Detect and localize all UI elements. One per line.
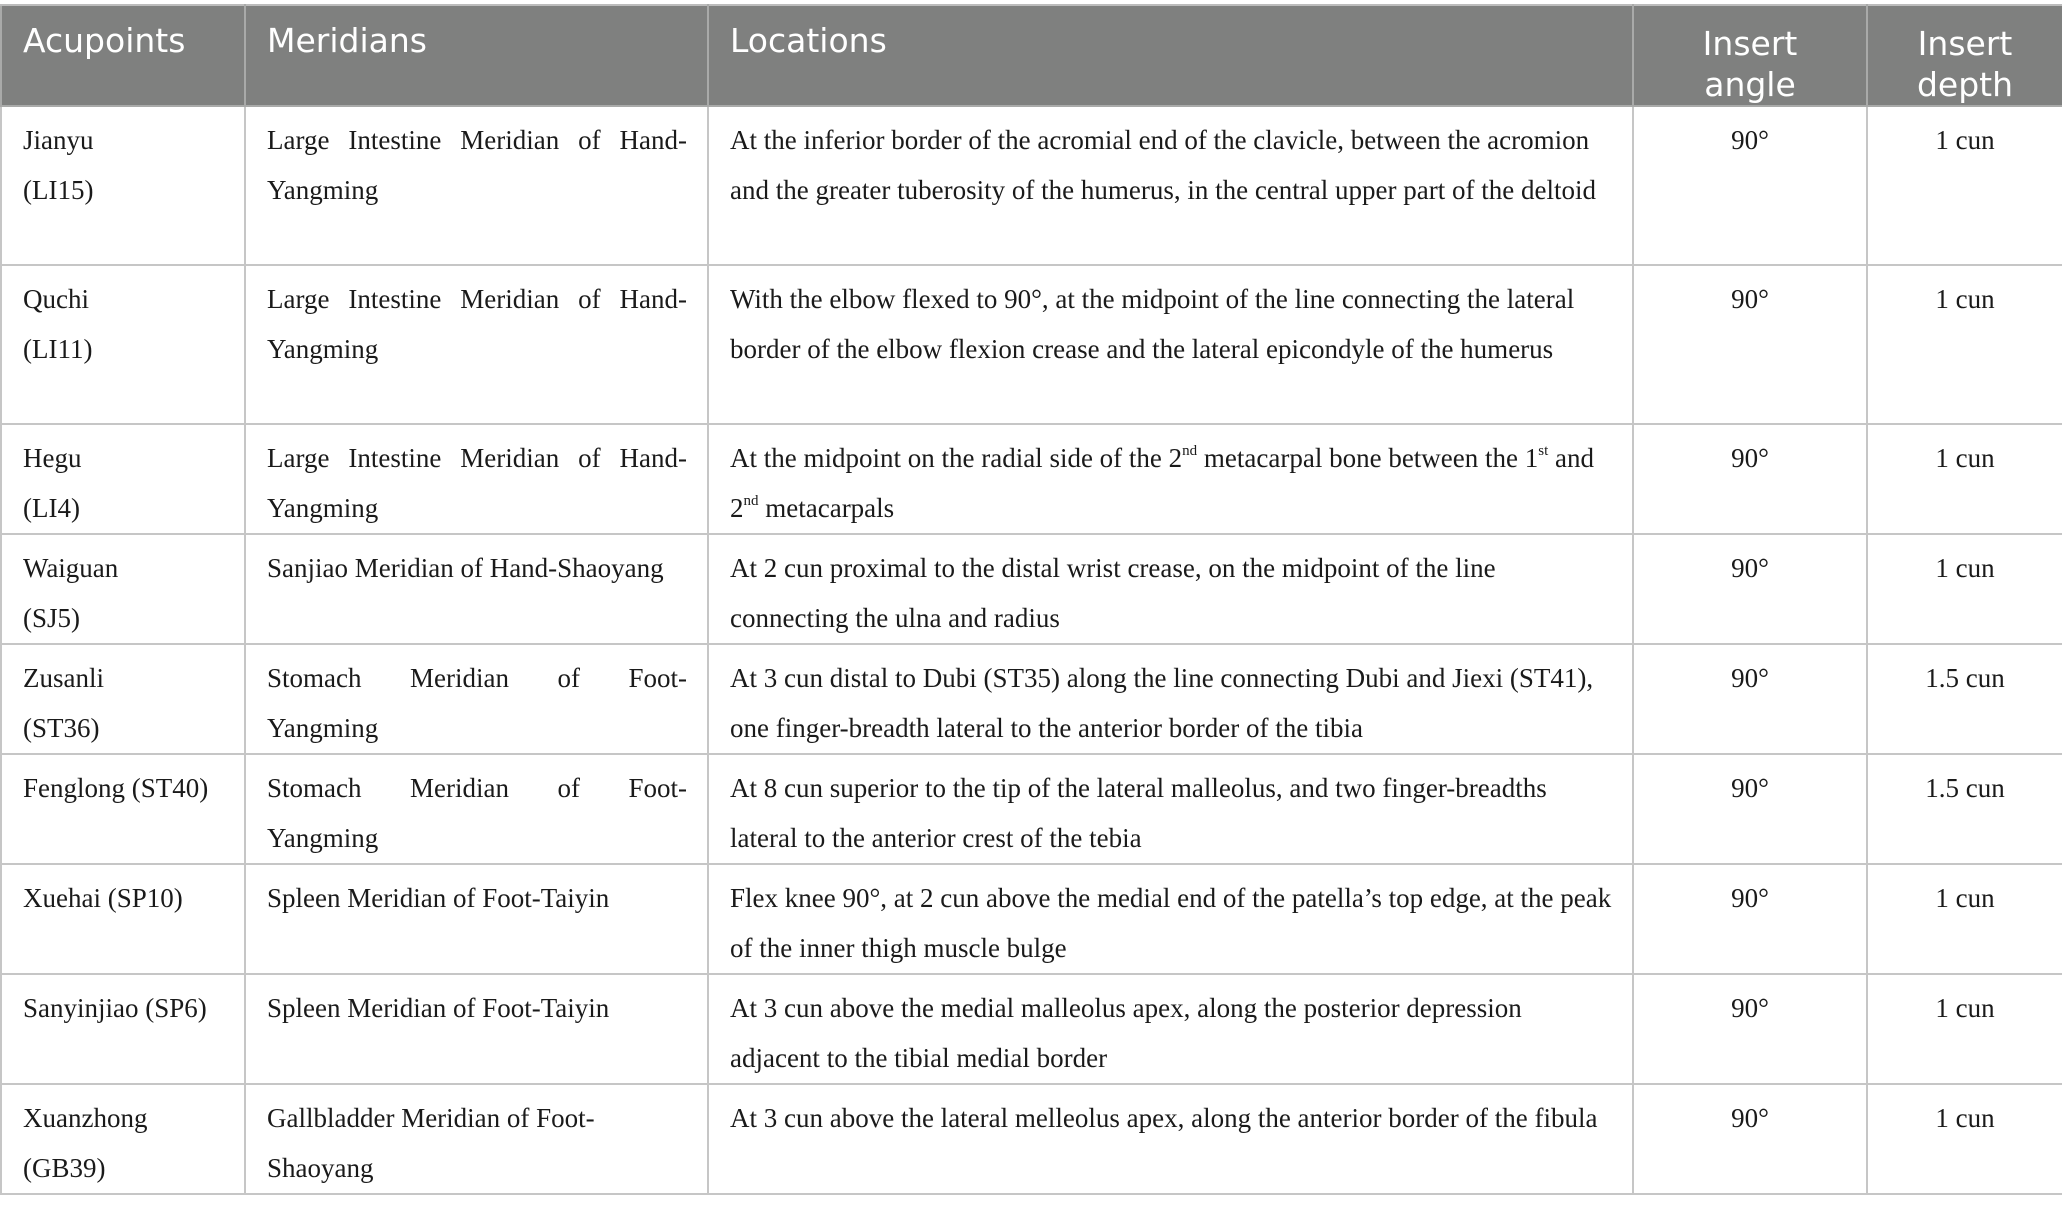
ordinal-superscript: nd: [1182, 443, 1198, 459]
acupoint-name-line: Zusanli: [23, 663, 104, 693]
cell-location: [708, 265, 1633, 424]
cell-insert-depth: 1 cun: [1867, 424, 2062, 534]
cell-acupoint: [1, 424, 245, 534]
cell-meridian: Stomach Meridian of Foot-Yangming: [245, 644, 708, 754]
acupoint-name-line: Jianyu: [23, 125, 94, 155]
location-text: At 2 cun proximal to the distal wrist crease, on the midpoint of the line connecting the ulna and radius: [730, 553, 1496, 633]
cell-acupoint: [1, 974, 245, 1084]
acupoint-name-line: Waiguan: [23, 553, 119, 583]
acupoint-name-line: Hegu: [23, 443, 82, 473]
header-insert-depth-line2: depth: [1916, 65, 2014, 104]
acupoint-name-line: Xuehai (SP10): [23, 883, 183, 913]
cell-location: [708, 106, 1633, 265]
header-meridians-label: Meridians: [267, 21, 427, 60]
cell-meridian: Large Intestine Meridian of Hand-Yangming: [245, 424, 708, 534]
cell-meridian: Gallbladder Meridian of Foot-Shaoyang: [245, 1084, 708, 1194]
cell-acupoint: [1, 1084, 245, 1194]
cell-insert-depth: 1 cun: [1867, 1084, 2062, 1194]
header-insert-angle-line1: Insert: [1702, 24, 1798, 63]
table-body: [1, 106, 2062, 1194]
cell-meridian: Stomach Meridian of Foot-Yangming: [245, 754, 708, 864]
table-row: [1, 754, 2062, 864]
table-row: [1, 534, 2062, 644]
acupoint-name-line: (GB39): [23, 1153, 106, 1183]
cell-meridian: Large Intestine Meridian of Hand-Yangming: [245, 106, 708, 265]
cell-acupoint: [1, 106, 245, 265]
table-row: [1, 106, 2062, 265]
cell-acupoint: [1, 644, 245, 754]
cell-insert-angle: 90°: [1633, 754, 1867, 864]
cell-location: [708, 1084, 1633, 1194]
cell-meridian: Sanjiao Meridian of Hand-Shaoyang: [245, 534, 708, 644]
location-text: At 3 cun above the medial malleolus apex, along the posterior depression adjacent to the tibial medial border: [730, 993, 1522, 1073]
cell-meridian: Spleen Meridian of Foot-Taiyin: [245, 974, 708, 1084]
header-insert-depth-line1: Insert: [1917, 24, 2013, 63]
acupoint-name-line: Fenglong (ST40): [23, 773, 209, 803]
cell-insert-depth: 1 cun: [1867, 974, 2062, 1084]
location-text: metacarpals: [758, 493, 895, 523]
location-text: At the midpoint on the radial side of the 2: [730, 443, 1183, 473]
cell-location: [708, 754, 1633, 864]
cell-acupoint: [1, 754, 245, 864]
cell-location: [708, 644, 1633, 754]
cell-insert-depth: 1.5 cun: [1867, 644, 2062, 754]
acupoint-name-line: (SJ5): [23, 603, 81, 633]
location-text: With the elbow flexed to 90°, at the midpoint of the line connecting the lateral border of the elbow flexion crease and the lateral epicondyle of the humerus: [730, 284, 1575, 364]
cell-insert-angle: 90°: [1633, 106, 1867, 265]
table-header: [1, 5, 2062, 106]
header-acupoints: [1, 5, 245, 106]
table-row: [1, 644, 2062, 754]
header-insert-angle: [1633, 5, 1867, 106]
cell-location: [708, 534, 1633, 644]
cell-location: [708, 864, 1633, 974]
location-text: At 3 cun distal to Dubi (ST35) along the line connecting Dubi and Jiexi (ST41), one finger-breadth lateral to the anterior border of the tibia: [730, 663, 1594, 743]
acupoint-name-line: (LI11): [23, 334, 93, 364]
cell-insert-depth: 1 cun: [1867, 534, 2062, 644]
acupoints-table-container: [0, 4, 2062, 1195]
ordinal-superscript: st: [1538, 443, 1549, 459]
acupoint-name-line: Sanyinjiao (SP6): [23, 993, 207, 1023]
cell-insert-angle: 90°: [1633, 265, 1867, 424]
cell-acupoint: [1, 534, 245, 644]
cell-insert-angle: 90°: [1633, 1084, 1867, 1194]
table-row: [1, 265, 2062, 424]
cell-insert-depth: 1 cun: [1867, 106, 2062, 265]
location-text: At 8 cun superior to the tip of the lateral malleolus, and two finger-breadths lateral to the anterior crest of the tebia: [730, 773, 1547, 853]
cell-acupoint: [1, 265, 245, 424]
table-row: [1, 1084, 2062, 1194]
cell-insert-angle: 90°: [1633, 974, 1867, 1084]
acupoint-name-line: (LI15): [23, 175, 94, 205]
cell-meridian: Spleen Meridian of Foot-Taiyin: [245, 864, 708, 974]
cell-location: [708, 974, 1633, 1084]
header-locations-label: Locations: [730, 21, 887, 60]
cell-insert-depth: 1.5 cun: [1867, 754, 2062, 864]
cell-insert-angle: 90°: [1633, 864, 1867, 974]
cell-meridian: Large Intestine Meridian of Hand-Yangming: [245, 265, 708, 424]
header-meridians: [245, 5, 708, 106]
table-row: [1, 864, 2062, 974]
location-text: and 2: [730, 443, 1595, 523]
cell-insert-angle: 90°: [1633, 534, 1867, 644]
cell-acupoint: [1, 864, 245, 974]
cell-location: [708, 424, 1633, 534]
acupoints-table: [0, 4, 2062, 1195]
acupoint-name-line: Xuanzhong: [23, 1103, 148, 1133]
location-text: At 3 cun above the lateral melleolus apex, along the anterior border of the fibula: [730, 1103, 1598, 1133]
header-row: [1, 5, 2062, 106]
location-text: At the inferior border of the acromial end of the clavicle, between the acromion and the greater tuberosity of the humerus, in the central upper part of the deltoid: [730, 125, 1596, 205]
location-text: metacarpal bone between the 1: [1197, 443, 1539, 473]
table-row: [1, 424, 2062, 534]
location-text: Flex knee 90°, at 2 cun above the medial end of the patella’s top edge, at the peak of the inner thigh muscle bulge: [730, 883, 1612, 963]
header-insert-depth: [1867, 5, 2062, 106]
header-acupoints-label: Acupoints: [23, 21, 186, 60]
acupoint-name-line: (LI4): [23, 493, 80, 523]
cell-insert-depth: 1 cun: [1867, 265, 2062, 424]
table-row: [1, 974, 2062, 1084]
acupoint-name-line: Quchi: [23, 284, 89, 314]
header-locations: [708, 5, 1633, 106]
cell-insert-angle: 90°: [1633, 424, 1867, 534]
cell-insert-angle: 90°: [1633, 644, 1867, 754]
ordinal-superscript: nd: [743, 493, 759, 509]
acupoint-name-line: (ST36): [23, 713, 100, 743]
cell-insert-depth: 1 cun: [1867, 864, 2062, 974]
header-insert-angle-line2: angle: [1704, 65, 1796, 104]
